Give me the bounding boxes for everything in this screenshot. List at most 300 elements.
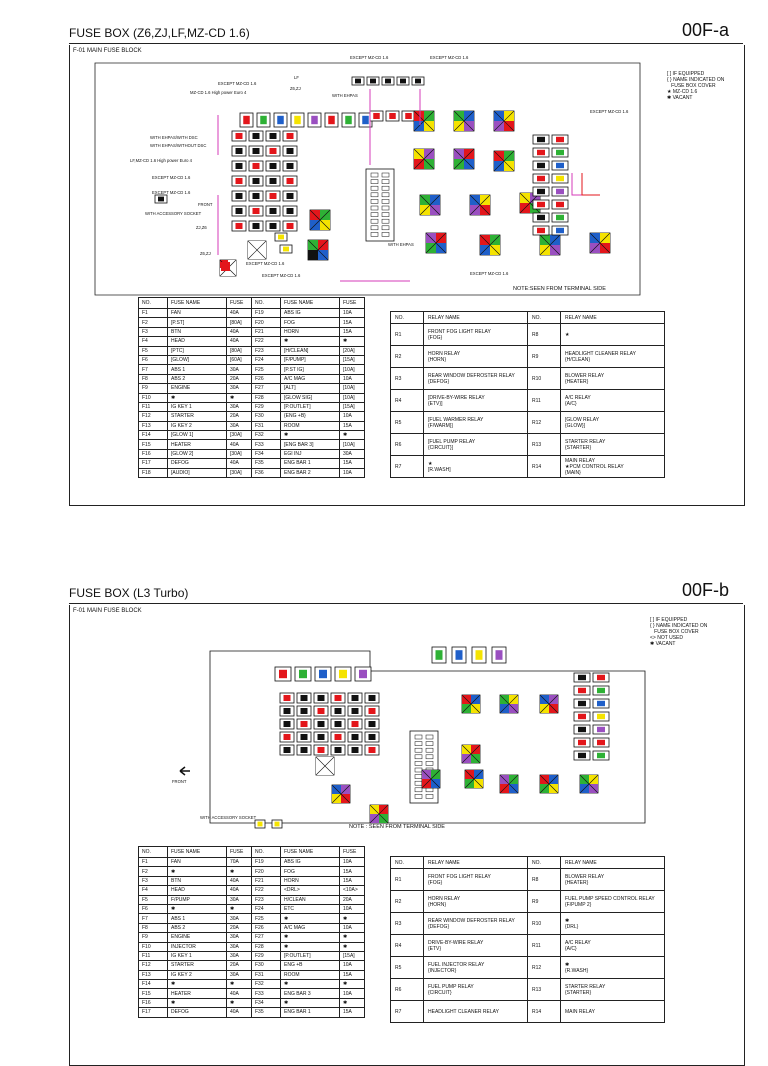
fuse-table bbox=[138, 846, 365, 1018]
fuse-cell: ✱ bbox=[227, 867, 252, 876]
fuse-cell: F32 bbox=[252, 431, 281, 440]
connector-pin bbox=[426, 735, 433, 739]
callout-label: WITH EHPAS/WITHOUT DSC bbox=[150, 143, 207, 148]
fuse-cell: F19 bbox=[252, 858, 281, 867]
fuse-cell: 15A bbox=[340, 867, 365, 876]
fuse-cell: [GLOW 2] bbox=[168, 449, 227, 458]
fuse-cell: F33 bbox=[252, 440, 281, 449]
relay-cell: R14 bbox=[528, 1001, 561, 1023]
fuse-cell: 30A bbox=[227, 970, 252, 979]
fuse-cell: 15A bbox=[340, 318, 365, 327]
fuse-terminal bbox=[243, 116, 250, 124]
relay-cell: R12 bbox=[528, 412, 561, 434]
fuse-cell: ROOM bbox=[281, 970, 340, 979]
fuse-terminal bbox=[301, 747, 308, 753]
fuse-row bbox=[139, 318, 365, 327]
fuse-cell: F12 bbox=[139, 412, 168, 421]
fuse-terminal bbox=[362, 116, 369, 124]
fuse-cell: ✱ bbox=[168, 998, 227, 1007]
fuse-terminal bbox=[284, 734, 291, 740]
fuse-cell: 15A bbox=[340, 1008, 365, 1017]
fuse-cell: ENG BAR 2 bbox=[281, 468, 340, 477]
fuse-cell: A/C MAG bbox=[281, 374, 340, 383]
fuse-cell: 20A bbox=[340, 895, 365, 904]
fuse-terminal bbox=[436, 650, 443, 660]
fuse-cell: DEFOG bbox=[168, 459, 227, 468]
fuse-cell: F9 bbox=[139, 933, 168, 942]
fuse-terminal bbox=[556, 215, 564, 220]
fuse-table bbox=[138, 297, 365, 478]
relay-cell: R4 bbox=[391, 390, 424, 412]
fuse-cell: F8 bbox=[139, 923, 168, 932]
fuse-terminal bbox=[158, 197, 164, 202]
fuse-cell: F17 bbox=[139, 459, 168, 468]
fuse-cell: 10A bbox=[340, 989, 365, 998]
fuse-cell: F11 bbox=[139, 402, 168, 411]
fuse-cell: [10A] bbox=[340, 440, 365, 449]
fuse-terminal bbox=[270, 208, 277, 214]
connector-pin bbox=[415, 788, 422, 792]
fuse-cell: F8 bbox=[139, 374, 168, 383]
fuse-cell: F36 bbox=[252, 468, 281, 477]
callout-label: Z6,ZJ bbox=[290, 86, 301, 91]
fuse-cell: [GLOW] bbox=[168, 355, 227, 364]
connector-pin bbox=[371, 186, 378, 190]
fuse-cell: INJECTOR bbox=[168, 942, 227, 951]
relay-cell: ★ bbox=[561, 324, 665, 346]
terminal-side-note: NOTE : SEEN FROM TERMINAL SIDE bbox=[349, 824, 445, 830]
fuse-cell: ✱ bbox=[281, 337, 340, 346]
fuse-cell: F35 bbox=[252, 459, 281, 468]
fuse-cell: ENGINE bbox=[168, 384, 227, 393]
fuse-cell: <DRL> bbox=[281, 886, 340, 895]
fuse-cell: F32 bbox=[252, 980, 281, 989]
fuse-cell: ✱ bbox=[340, 431, 365, 440]
fuse-terminal bbox=[537, 228, 545, 233]
fuse-cell: 30A bbox=[227, 384, 252, 393]
fuse-terminal bbox=[287, 133, 294, 139]
relay-col-header: RELAY NAME bbox=[561, 312, 665, 324]
relay-cell: STARTER RELAY {STARTER} bbox=[561, 434, 665, 456]
divider bbox=[69, 603, 743, 604]
fuse-terminal bbox=[236, 163, 243, 169]
fuse-cell: 10A bbox=[340, 904, 365, 913]
relay-cell: R10 bbox=[528, 913, 561, 935]
fuse-row bbox=[139, 914, 365, 923]
fuse-terminal bbox=[537, 215, 545, 220]
fuse-terminal bbox=[335, 747, 342, 753]
fuse-cell: F16 bbox=[139, 449, 168, 458]
fuse-terminal bbox=[287, 178, 294, 184]
fuse-terminal bbox=[556, 150, 564, 155]
callout-line bbox=[582, 173, 600, 195]
fuse-cell: F7 bbox=[139, 914, 168, 923]
relay-row bbox=[391, 324, 665, 346]
callout-label: WITH EHPAS bbox=[388, 242, 414, 247]
fuse-terminal bbox=[301, 695, 308, 701]
fuse-col-header: FUSE NAME bbox=[281, 298, 340, 309]
fuse-row bbox=[139, 459, 365, 468]
relay-cell: MAIN RELAY bbox=[561, 1001, 665, 1023]
connector-pin bbox=[382, 219, 389, 223]
panel-title: FUSE BOX (L3 Turbo) bbox=[69, 586, 189, 600]
fuse-cell: A/C MAG bbox=[281, 923, 340, 932]
fuse-cell: F34 bbox=[252, 449, 281, 458]
fuse-terminal bbox=[335, 734, 342, 740]
fuse-row bbox=[139, 365, 365, 374]
relay-cell: DRIVE-BY-WIRE RELAY {ETV} bbox=[424, 935, 528, 957]
fuse-terminal bbox=[253, 223, 260, 229]
relay-cell: ★ [R.WASH] bbox=[424, 456, 528, 478]
relay-cell: [GLOW RELAY {GLOW}] bbox=[561, 412, 665, 434]
relay-cell: ✱ {DRL} bbox=[561, 913, 665, 935]
fuse-row bbox=[139, 970, 365, 979]
fuse-cell: [20A] bbox=[340, 346, 365, 355]
fuse-cell: ✱ bbox=[281, 980, 340, 989]
fuse-terminal bbox=[373, 113, 380, 119]
fuse-cell: F35 bbox=[252, 1008, 281, 1017]
fuse-cell: HEATER bbox=[168, 989, 227, 998]
fuse-row bbox=[139, 980, 365, 989]
fuse-terminal bbox=[287, 208, 294, 214]
fuse-row bbox=[139, 421, 365, 430]
fuse-row bbox=[139, 998, 365, 1007]
fuse-cell: <10A> bbox=[340, 886, 365, 895]
relay-row bbox=[391, 979, 665, 1001]
connector-pin bbox=[382, 206, 389, 210]
fuse-col-header: NO. bbox=[252, 298, 281, 309]
fuse-terminal bbox=[476, 650, 483, 660]
relay-cell: FRONT FOG LIGHT RELAY {FOG} bbox=[424, 324, 528, 346]
fuse-cell: F12 bbox=[139, 961, 168, 970]
fuse-terminal bbox=[537, 202, 545, 207]
fuse-terminal bbox=[335, 695, 342, 701]
connector-pin bbox=[371, 219, 378, 223]
relay-cell: FRONT FOG LIGHT RELAY {FOG} bbox=[424, 869, 528, 891]
fuse-cell: 30A bbox=[227, 365, 252, 374]
fuse-cell: ETC bbox=[281, 904, 340, 913]
fuse-cell: ✱ bbox=[227, 998, 252, 1007]
fuse-terminal bbox=[556, 137, 564, 142]
relay-table bbox=[390, 856, 665, 1023]
relay-table bbox=[390, 311, 665, 478]
relay-cell: R8 bbox=[528, 324, 561, 346]
fuse-cell: ✱ bbox=[340, 337, 365, 346]
fuse-cell: [F/PUMP] bbox=[281, 355, 340, 364]
connector-block bbox=[410, 731, 438, 803]
connector-pin bbox=[382, 226, 389, 230]
connector-pin bbox=[371, 199, 378, 203]
fuse-cell: 10A bbox=[340, 374, 365, 383]
relay-row bbox=[391, 456, 665, 478]
fuse-col-header: NO. bbox=[139, 298, 168, 309]
fuse-cell: F7 bbox=[139, 365, 168, 374]
fuse-cell: ✱ bbox=[281, 998, 340, 1007]
relay-col-header: RELAY NAME bbox=[561, 857, 665, 869]
fuse-terminal bbox=[345, 116, 352, 124]
fuse-cell: [H/CLEAN] bbox=[281, 346, 340, 355]
fuse-row bbox=[139, 346, 365, 355]
relay-cell: A/C RELAY {A/C} bbox=[561, 935, 665, 957]
connector-pin bbox=[415, 742, 422, 746]
relay-cell: R6 bbox=[391, 979, 424, 1001]
block-label: F-01 MAIN FUSE BLOCK bbox=[73, 48, 142, 54]
fuse-cell: HEAD bbox=[168, 337, 227, 346]
connector-pin bbox=[426, 761, 433, 765]
relay-cell: A/C RELAY {A/C} bbox=[561, 390, 665, 412]
fuse-cell: ROOM bbox=[281, 421, 340, 430]
fuse-row bbox=[139, 355, 365, 364]
fuse-cell: [10A] bbox=[340, 384, 365, 393]
fuse-terminal bbox=[597, 727, 605, 732]
relay-col-header: NO. bbox=[391, 857, 424, 869]
fuse-terminal bbox=[335, 708, 342, 714]
relay-cell: R3 bbox=[391, 913, 424, 935]
relay-cell: R11 bbox=[528, 390, 561, 412]
fuse-cell: F21 bbox=[252, 327, 281, 336]
fuse-terminal bbox=[352, 734, 359, 740]
fuse-terminal bbox=[236, 223, 243, 229]
connector-pin bbox=[382, 213, 389, 217]
fuse-cell: F21 bbox=[252, 876, 281, 885]
fuse-cell: F2 bbox=[139, 867, 168, 876]
fuse-cell: STARTER bbox=[168, 961, 227, 970]
fuse-cell: FAN bbox=[168, 858, 227, 867]
relay-row bbox=[391, 1001, 665, 1023]
fuse-cell: 30A bbox=[227, 914, 252, 923]
fuse-cell: ABS 1 bbox=[168, 365, 227, 374]
fuse-cell: F13 bbox=[139, 970, 168, 979]
callout-label: EXCEPT MZ-CD 1.6 bbox=[470, 271, 509, 276]
fuse-terminal bbox=[405, 113, 412, 119]
relay-cell: ✱ {R.WASH} bbox=[561, 957, 665, 979]
fuse-terminal bbox=[284, 708, 291, 714]
fuse-cell: 10A bbox=[340, 412, 365, 421]
fuse-col-header: FUSE bbox=[227, 847, 252, 858]
connector-pin bbox=[371, 193, 378, 197]
fuse-terminal bbox=[370, 79, 376, 84]
fuse-cell: F4 bbox=[139, 337, 168, 346]
fuse-cell: F4 bbox=[139, 886, 168, 895]
relay-cell: R10 bbox=[528, 368, 561, 390]
fuse-cell: F11 bbox=[139, 951, 168, 960]
fuse-terminal bbox=[279, 670, 287, 678]
fuse-cell: F/PUMP bbox=[168, 895, 227, 904]
fuse-cell: ✱ bbox=[168, 980, 227, 989]
fuse-cell: F25 bbox=[252, 365, 281, 374]
fuse-cell: 30A bbox=[227, 402, 252, 411]
fuse-cell: F20 bbox=[252, 867, 281, 876]
fuse-cell: F1 bbox=[139, 858, 168, 867]
fuse-cell: F34 bbox=[252, 998, 281, 1007]
relay-cell: R5 bbox=[391, 957, 424, 979]
fuse-terminal bbox=[299, 670, 307, 678]
callout-label: EXCEPT MZ-CD 1.6 bbox=[262, 273, 301, 278]
fuse-col-header: FUSE NAME bbox=[168, 847, 227, 858]
fuse-cell: 20A bbox=[227, 923, 252, 932]
fuse-cell: HORN bbox=[281, 876, 340, 885]
fuse-cell: ✱ bbox=[227, 393, 252, 402]
fuse-cell: ENG +B bbox=[281, 961, 340, 970]
fuse-cell: 15A bbox=[340, 459, 365, 468]
fuse-cell: F30 bbox=[252, 961, 281, 970]
fuse-cell: [10A] bbox=[340, 365, 365, 374]
relay-cell: R6 bbox=[391, 434, 424, 456]
fuse-terminal bbox=[578, 688, 586, 693]
fuse-terminal bbox=[287, 163, 294, 169]
connector-pin bbox=[371, 226, 378, 230]
fuse-cell: F33 bbox=[252, 989, 281, 998]
fuse-terminal bbox=[578, 753, 586, 758]
relay-row bbox=[391, 412, 665, 434]
fuse-cell: [ENG BAR 3] bbox=[281, 440, 340, 449]
fuse-cell: FOG bbox=[281, 318, 340, 327]
fuse-terminal bbox=[270, 133, 277, 139]
fuse-terminal bbox=[270, 178, 277, 184]
fuse-row bbox=[139, 876, 365, 885]
fuse-box-diagram bbox=[70, 605, 744, 845]
fuse-col-header: NO. bbox=[139, 847, 168, 858]
fuse-terminal bbox=[284, 695, 291, 701]
fuse-cell: [AUDIO] bbox=[168, 468, 227, 477]
fuse-terminal bbox=[278, 235, 284, 240]
connector-pin bbox=[415, 768, 422, 772]
fuse-row bbox=[139, 867, 365, 876]
divider bbox=[69, 43, 743, 44]
relay-cell: [FUEL PUMP RELAY {CIRCUIT}] bbox=[424, 434, 528, 456]
connector-pin bbox=[382, 193, 389, 197]
fuse-terminal bbox=[236, 133, 243, 139]
connector-block bbox=[366, 169, 394, 241]
fuse-cell: 20A bbox=[227, 374, 252, 383]
relay-col-header: RELAY NAME bbox=[424, 857, 528, 869]
fuse-cell: ✱ bbox=[281, 431, 340, 440]
fuse-cell: [P.OUTLET] bbox=[281, 402, 340, 411]
fuse-terminal bbox=[556, 163, 564, 168]
relay-col-header: NO. bbox=[391, 312, 424, 324]
fuse-cell: 30A bbox=[227, 942, 252, 951]
fuse-row bbox=[139, 961, 365, 970]
fuse-terminal bbox=[287, 193, 294, 199]
fuse-terminal bbox=[260, 116, 267, 124]
callout-label: LF,MZ-CD 1.6 High power Euro 4 bbox=[130, 158, 192, 163]
fuse-cell: F31 bbox=[252, 421, 281, 430]
connector-pin bbox=[426, 755, 433, 759]
fuse-cell: F24 bbox=[252, 355, 281, 364]
fuse-cell: ✱ bbox=[281, 933, 340, 942]
fuse-cell: F3 bbox=[139, 876, 168, 885]
fuse-terminal bbox=[389, 113, 396, 119]
fuse-cell: 30A bbox=[227, 421, 252, 430]
fuse-cell: [15A] bbox=[340, 402, 365, 411]
legend: [ ] IF EQUIPPED { } NAME INDICATED ON FUSE BOX COVER ★ MZ-CD 1.6 ✱ VACANT bbox=[667, 71, 725, 101]
panel-b bbox=[0, 578, 768, 1038]
fuse-col-header: FUSE bbox=[340, 847, 365, 858]
relay-cell: BLOWER RELAY {HEATER} bbox=[561, 368, 665, 390]
relay-row bbox=[391, 390, 665, 412]
fuse-cell: 10A bbox=[340, 923, 365, 932]
fuse-cell: 10A bbox=[340, 309, 365, 318]
fuse-terminal bbox=[355, 79, 361, 84]
fuse-row bbox=[139, 412, 365, 421]
fuse-cell: ✱ bbox=[227, 980, 252, 989]
terminal-side-note: NOTE:SEEN FROM TERMINAL SIDE bbox=[513, 286, 606, 292]
fuse-cell: [ALT] bbox=[281, 384, 340, 393]
panel-code: 00F-b bbox=[682, 580, 730, 600]
fuse-cell: ENGINE bbox=[168, 933, 227, 942]
fuse-cell: 40A bbox=[227, 989, 252, 998]
fuse-row bbox=[139, 951, 365, 960]
connector-pin bbox=[371, 180, 378, 184]
fuse-cell: F16 bbox=[139, 998, 168, 1007]
callout-label: EXCEPT MZ-CD 1.6 bbox=[246, 261, 285, 266]
callout-label: EXCEPT MZ-CD 1.6 bbox=[590, 109, 629, 114]
relay-cell: R8 bbox=[528, 869, 561, 891]
fuse-terminal bbox=[352, 695, 359, 701]
fuse-cell: 40A bbox=[227, 876, 252, 885]
fuse-cell: ABS 2 bbox=[168, 923, 227, 932]
fuse-cell: F27 bbox=[252, 384, 281, 393]
callout-label: EXCEPT MZ-CD 1.6 bbox=[152, 190, 191, 195]
fuse-cell: 30A bbox=[340, 449, 365, 458]
callout-label: EXCEPT MZ-CD 1.6 bbox=[430, 55, 469, 60]
fuse-terminal bbox=[597, 688, 605, 693]
fuse-cell: EGI INJ bbox=[281, 449, 340, 458]
fuse-cell: 30A bbox=[227, 933, 252, 942]
fuse-cell: F30 bbox=[252, 412, 281, 421]
fuse-cell: BTN bbox=[168, 876, 227, 885]
fuse-row bbox=[139, 942, 365, 951]
fuse-terminal bbox=[352, 708, 359, 714]
fuse-terminal bbox=[578, 675, 586, 680]
relay-cell: R2 bbox=[391, 891, 424, 913]
fuse-cell: F2 bbox=[139, 318, 168, 327]
connector-pin bbox=[382, 180, 389, 184]
connector-pin bbox=[415, 794, 422, 798]
relay-row bbox=[391, 913, 665, 935]
relay-cell: R5 bbox=[391, 412, 424, 434]
fuse-cell: IG KEY 2 bbox=[168, 421, 227, 430]
fuse-terminal bbox=[537, 150, 545, 155]
fuse-terminal bbox=[277, 116, 284, 124]
fuse-cell: [P.OUTLET] bbox=[281, 951, 340, 960]
fuse-cell: F13 bbox=[139, 421, 168, 430]
relay-cell: FUEL PUMP SPEED CONTROL RELAY {F/PUMP 2} bbox=[561, 891, 665, 913]
callout-label: Z6,ZJ bbox=[200, 251, 211, 256]
fuse-cell: F29 bbox=[252, 951, 281, 960]
fuse-terminal bbox=[369, 708, 376, 714]
fuse-cell: F22 bbox=[252, 337, 281, 346]
fuse-terminal bbox=[597, 675, 605, 680]
fuse-cell: {ENG +B} bbox=[281, 412, 340, 421]
fuse-terminal bbox=[236, 178, 243, 184]
fuse-terminal bbox=[270, 163, 277, 169]
fuse-terminal bbox=[284, 721, 291, 727]
fuse-terminal bbox=[537, 189, 545, 194]
connector-pin bbox=[426, 748, 433, 752]
fuse-terminal bbox=[556, 202, 564, 207]
fuse-terminal bbox=[339, 670, 347, 678]
connector-pin bbox=[415, 761, 422, 765]
relay-cell: HORN RELAY {HORN} bbox=[424, 891, 528, 913]
fuse-terminal bbox=[301, 734, 308, 740]
fuse-terminal bbox=[253, 193, 260, 199]
relay-row bbox=[391, 957, 665, 979]
callout-label: FRONT bbox=[198, 202, 213, 207]
fuse-row bbox=[139, 309, 365, 318]
fuse-terminal bbox=[283, 247, 289, 252]
fuse-terminal bbox=[328, 116, 335, 124]
